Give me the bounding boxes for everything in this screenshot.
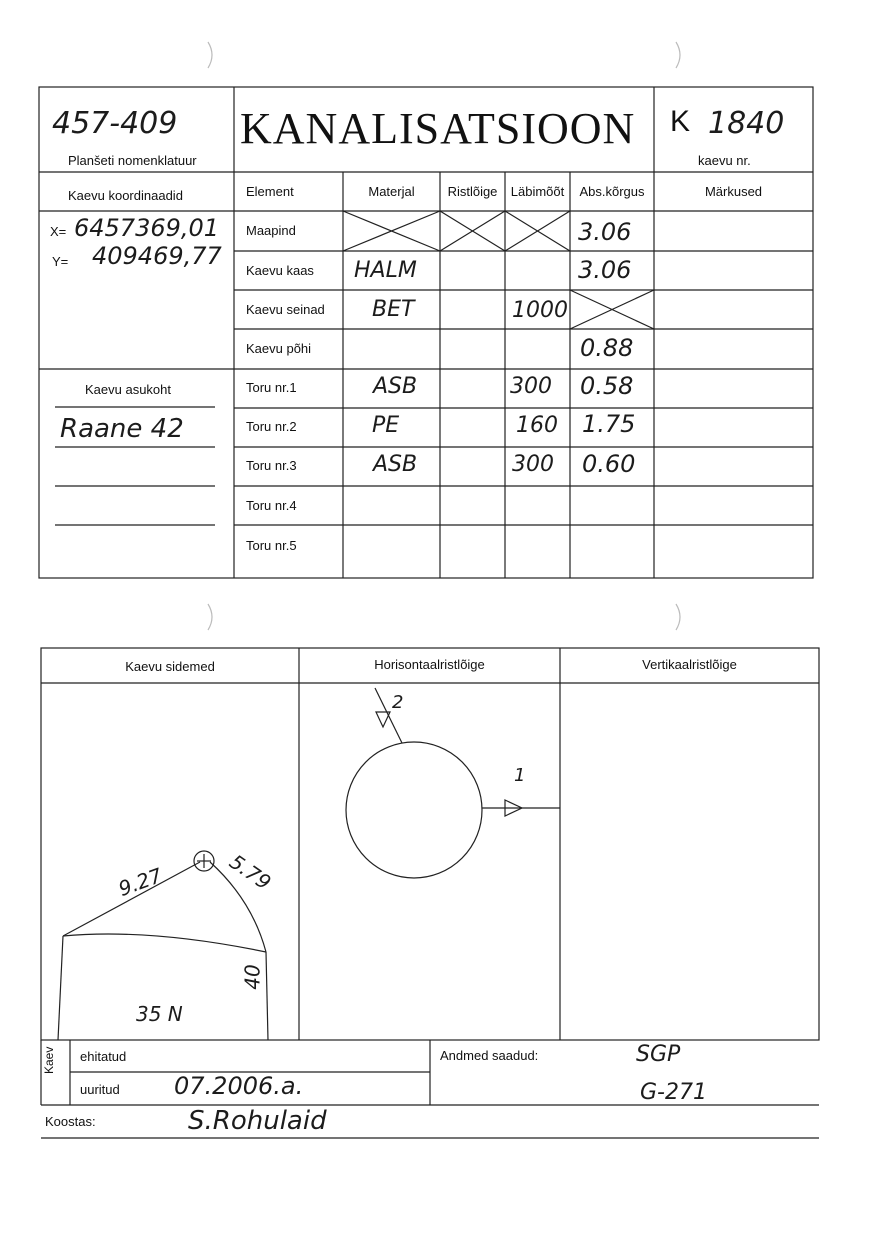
col-diameter-header: Läbimõõt [510, 184, 565, 199]
links-section-title: Kaevu sidemed [125, 659, 215, 674]
vertical-section-title: Vertikaalristlõige [642, 657, 737, 672]
surveyed-label: uuritud [80, 1082, 120, 1097]
well-prefix: K [670, 105, 691, 138]
y-coordinate: 409469,77 [92, 242, 222, 270]
row-height: 0.88 [580, 334, 634, 362]
row-diameter: 1000 [512, 298, 568, 323]
row-material: BET [372, 297, 415, 322]
row-height: 3.06 [578, 218, 632, 246]
row-element: Kaevu seinad [246, 302, 325, 317]
built-label: ehitatud [80, 1049, 127, 1064]
col-element-header: Element [246, 184, 294, 199]
well-number: 1840 [708, 106, 785, 141]
horizontal-section-title: Horisontaalristlõige [374, 657, 485, 672]
surveyed-value: 07.2006.a. [174, 1072, 304, 1100]
col-material-header: Materjal [368, 184, 415, 199]
row-element: Toru nr.3 [246, 458, 297, 473]
x-coordinate: 6457369,01 [74, 214, 220, 242]
coordinates-label: Kaevu koordinaadid [68, 188, 183, 203]
author-signature: S.Rohulaid [188, 1106, 327, 1136]
sheet-label: Planšeti nomenklatuur [68, 153, 197, 168]
row-material: HALM [354, 258, 417, 283]
row-diameter: 300 [512, 452, 554, 477]
sketch-dist-side: 40 [240, 964, 265, 990]
row-height: 0.58 [580, 372, 634, 400]
col-section-header: Ristlõige [447, 184, 498, 199]
sketch-dist-right: 5.79 [225, 849, 276, 895]
row-element: Kaevu kaas [246, 263, 314, 278]
sketch-north-note: 35 N [136, 1002, 183, 1026]
row-element: Kaevu põhi [246, 341, 312, 356]
page-title: KANALISATSIOON [240, 104, 636, 153]
row-element: Toru nr.2 [246, 419, 297, 434]
row-material: ASB [373, 374, 418, 399]
location-value: Raane 42 [60, 414, 184, 444]
row-material: PE [372, 413, 400, 438]
author-label: Koostas: [45, 1114, 96, 1129]
row-height: 0.60 [582, 450, 636, 478]
sketch-pipe-1: 1 [514, 765, 526, 786]
row-element: Toru nr.5 [246, 538, 297, 553]
row-element: Toru nr.4 [246, 498, 297, 513]
row-element: Maapind [246, 223, 296, 238]
sheet-number: 457-409 [52, 106, 178, 141]
row-element: Toru nr.1 [246, 380, 297, 395]
row-diameter: 300 [510, 374, 552, 399]
row-material: ASB [373, 452, 418, 477]
data-source-value-1: SGP [636, 1042, 681, 1067]
sketch-dist-left: 9.27 [115, 863, 166, 901]
x-label: X= [50, 224, 67, 239]
sketch-pipe-2: 2 [392, 692, 404, 713]
col-height-header: Abs.kõrgus [579, 184, 645, 199]
row-height: 3.06 [578, 256, 632, 284]
y-label: Y= [52, 254, 69, 269]
col-notes-header: Märkused [704, 184, 763, 199]
location-label: Kaevu asukoht [85, 382, 172, 397]
well-label: kaevu nr. [698, 153, 751, 168]
data-source-value-2: G-271 [640, 1080, 707, 1105]
data-source-label: Andmed saadud: [440, 1048, 539, 1063]
row-diameter: 160 [516, 413, 558, 438]
row-height: 1.75 [582, 410, 636, 438]
footer-side-label: Kaev [42, 1046, 56, 1074]
